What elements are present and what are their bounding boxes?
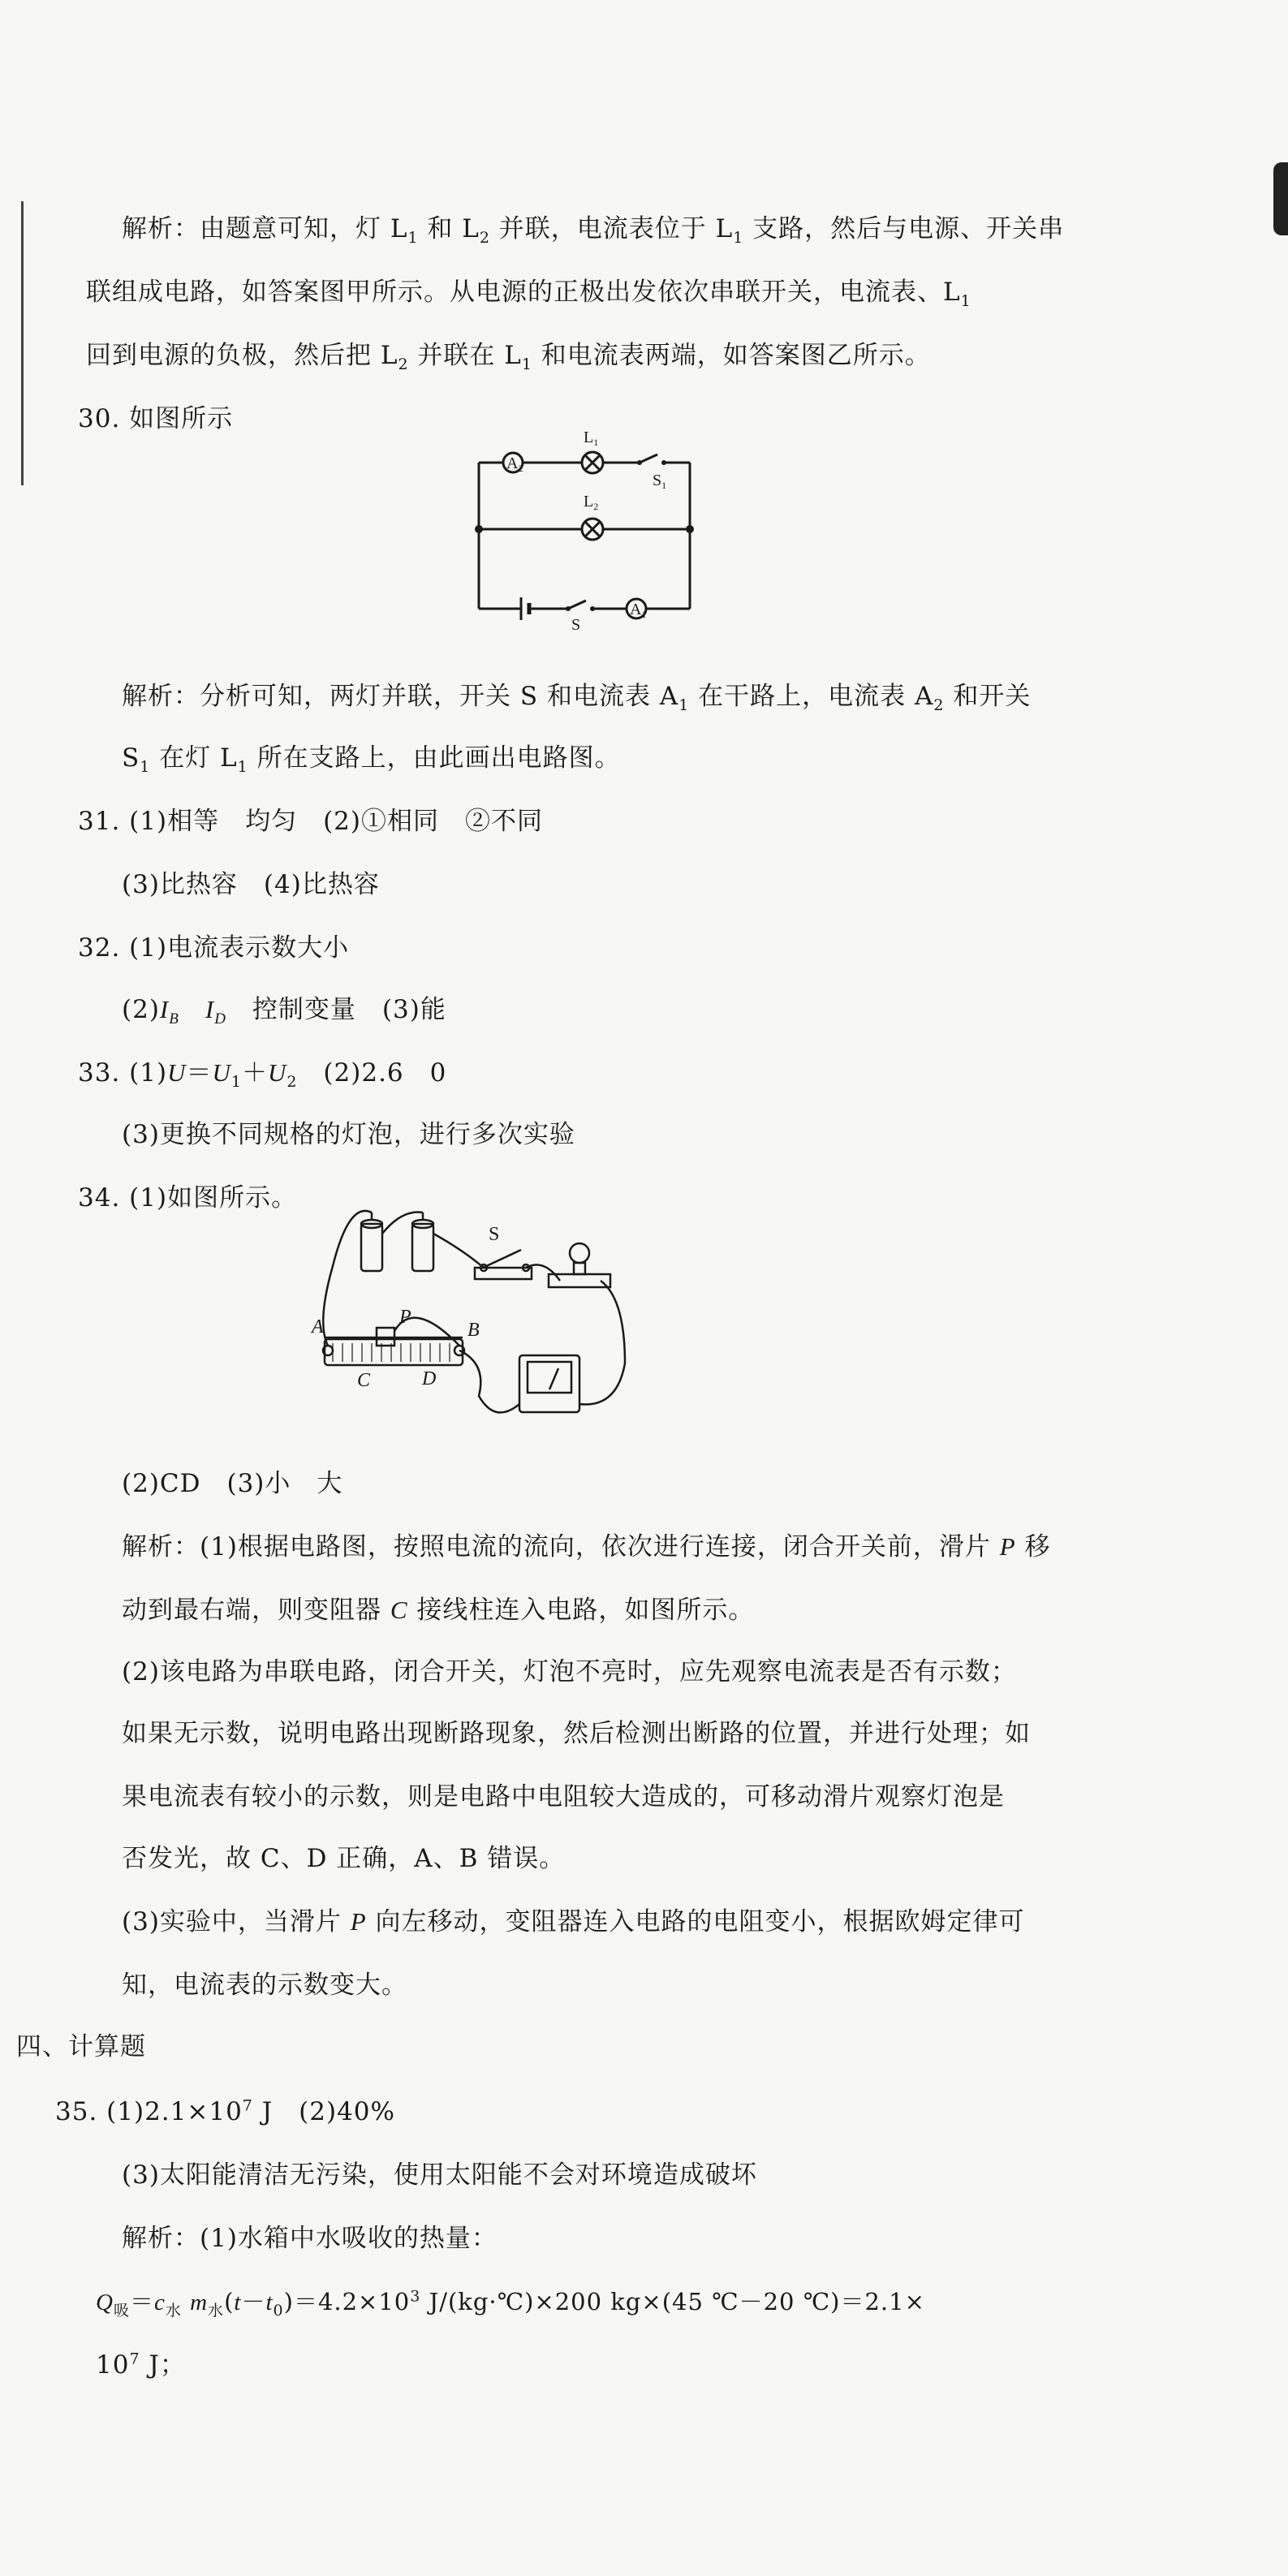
terminal-a-label: A <box>312 1316 324 1338</box>
q31-line1: 31. (1)相等 均匀 (2)①相同 ②不同 <box>78 807 543 836</box>
q35-line1: 35. $(1)2.1\times 10^7$ J (2)40% <box>55 2096 395 2126</box>
q35-analysis-1: 解析：(1)水箱中水吸收的热量： <box>122 2224 498 2253</box>
switch-label: S <box>489 1224 500 1245</box>
q35-formula: $Q_吸=c_水$ $m_水(t-t_0)=4.2\times 10^3$ J/(kg·℃)×200 kg×(45 ℃－20 ℃)＝2.1× <box>96 2287 925 2320</box>
q34-line2: (2)CD (3)小 大 <box>122 1469 343 1498</box>
q30-label: 30. 如图所示 <box>78 404 234 433</box>
q31-line2: (3)比热容 (4)比热容 <box>122 870 380 899</box>
q34-analysis-2: 动到最右端，则变阻器 C 接线柱连入电路，如图所示。 <box>122 1596 755 1625</box>
q33-line2: (3)更换不同规格的灯泡，进行多次实验 <box>122 1120 575 1149</box>
q34-analysis-8: 知，电流表的示数变大。 <box>122 1971 407 2000</box>
q32-line1: 32. (1)电流表示数大小 <box>78 933 350 963</box>
section-heading-calculation: 四、计算题 <box>16 2032 146 2061</box>
q35-line2: (3)太阳能清洁无污染，使用太阳能不会对环境造成破坏 <box>122 2160 757 2190</box>
terminal-d-label: D <box>422 1368 437 1389</box>
a1-label: $A_1$ <box>630 601 647 620</box>
q30-analysis-line1: 解析：分析可知，两灯并联，开关 S 和电流表 $A_1$ 在干路上，电流表 $A_2$ 和开关 <box>122 682 1032 715</box>
q34-experiment-figure <box>300 1201 649 1428</box>
q34-analysis-6: 否发光，故 C、D 正确，A、B 错误。 <box>122 1844 566 1873</box>
q33-line1: 33. $(1)U=U_1+U_2$ (2)2.6 0 <box>78 1058 447 1092</box>
q34-label: 34. (1)如图所示。 <box>78 1183 298 1213</box>
page-edge-mark <box>1273 162 1288 235</box>
a2-label: $A_2$ <box>506 454 523 474</box>
q30-circuit-diagram <box>454 406 722 633</box>
q29-analysis-line1: 解析：由题意可知，灯 $L_1$ 和 $L_2$ 并联，电流表位于 $L_1$ 支路，然后与电源、开关串 <box>122 214 1065 248</box>
slider-label: P <box>399 1307 411 1328</box>
terminal-c-label: C <box>357 1370 371 1391</box>
margin-line <box>21 201 24 485</box>
q34-analysis-5: 果电流表有较小的示数，则是电路中电阻较大造成的，可移动滑片观察灯泡是 <box>122 1782 1005 1811</box>
l1-label: $L_1$ <box>584 429 599 448</box>
q34-analysis-1: 解析：(1)根据电路图，按照电流的流向，依次进行连接，闭合开关前，滑片 P 移 <box>122 1532 1051 1562</box>
q30-analysis-line2: $S_1$ 在灯 $L_1$ 所在支路上，由此画出电路图。 <box>122 743 621 777</box>
q32-line2: $(2)I_B$ $I_D$ 控制变量 (3)能 <box>122 995 446 1028</box>
s1-label: $S_1$ <box>653 472 667 491</box>
q35-formula-end: $10^7$ J； <box>96 2350 186 2380</box>
q34-analysis-7: (3)实验中，当滑片 P 向左移动，变阻器连入电路的电阻变小，根据欧姆定律可 <box>122 1907 1025 1936</box>
l2-label: $L_2$ <box>584 493 599 512</box>
s-label: S <box>571 616 581 633</box>
q29-analysis-line2: 联组成电路，如答案图甲所示。从电源的正极出发依次串联开关，电流表、$L_1$ <box>86 278 971 311</box>
q34-analysis-3: (2)该电路为串联电路，闭合开关，灯泡不亮时，应先观察电流表是否有示数； <box>122 1657 1017 1686</box>
q29-analysis-line3: 回到电源的负极，然后把 $L_2$ 并联在 $L_1$ 和电流表两端，如答案图乙所示。 <box>86 341 931 374</box>
terminal-b-label: B <box>467 1320 480 1341</box>
q34-analysis-4: 如果无示数，说明电路出现断路现象，然后检测出断路的位置，并进行处理；如 <box>122 1719 1031 1748</box>
